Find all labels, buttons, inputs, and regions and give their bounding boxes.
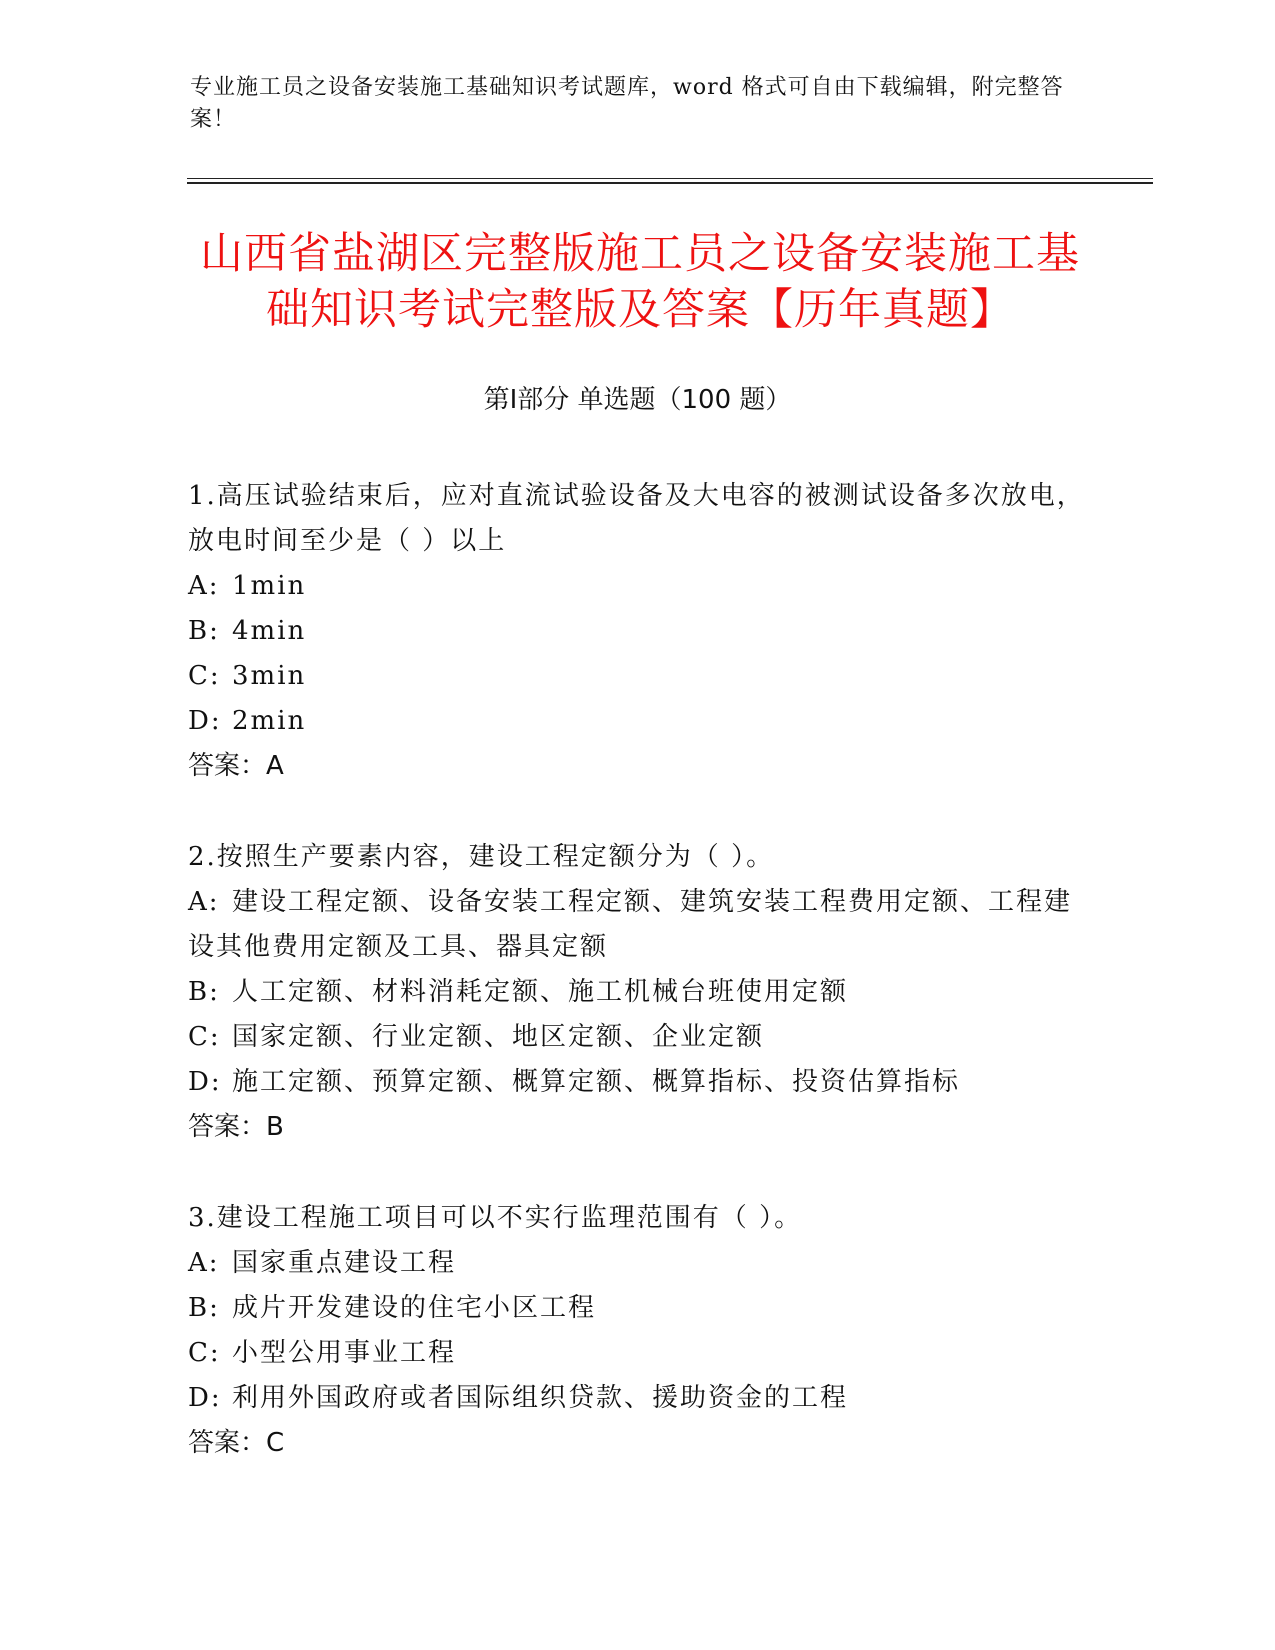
option-b xyxy=(188,609,1088,654)
option-text: 建设工程定额、设备安装工程定额、建筑安装工程费用定额、工程建设其他费用定额及工具、器具定额 xyxy=(188,887,1073,962)
option-a xyxy=(188,1241,1088,1286)
question-stem: 3.建设工程施工项目可以不实行监理范围有（ ）。 xyxy=(188,1203,803,1233)
option-letter: B: xyxy=(188,977,220,1007)
option-letter: D: xyxy=(188,1383,222,1413)
option-text: 成片开发建设的住宅小区工程 xyxy=(232,1293,597,1323)
question-3 xyxy=(188,1196,1088,1466)
option-letter: D: xyxy=(188,1067,222,1097)
option-text: 国家定额、行业定额、地区定额、企业定额 xyxy=(232,1022,765,1052)
option-d xyxy=(188,1060,1088,1105)
option-letter: A: xyxy=(188,1248,220,1278)
section-title: 第Ⅰ部分 单选题（100 题） xyxy=(483,385,792,415)
question-list xyxy=(188,474,1088,1512)
option-d xyxy=(188,699,1088,744)
header-note: 专业施工员之设备安装施工基础知识考试题库，word 格式可自由下载编辑，附完整答案！ xyxy=(190,75,1064,132)
option-d xyxy=(188,1376,1088,1421)
option-text: 4min xyxy=(232,616,307,646)
option-b xyxy=(188,1286,1088,1331)
question-stem: 1.高压试验结束后，应对直流试验设备及大电容的被测试设备多次放电，放电时间至少是（ ）以上 xyxy=(188,481,1085,556)
option-letter: A: xyxy=(188,887,220,917)
option-c xyxy=(188,1015,1088,1060)
question-1 xyxy=(188,474,1088,789)
option-letter: C: xyxy=(188,1022,221,1052)
option-letter: D: xyxy=(188,706,222,736)
option-text: 利用外国政府或者国际组织贷款、援助资金的工程 xyxy=(232,1383,849,1413)
option-text: 3min xyxy=(232,661,307,691)
option-letter: C: xyxy=(188,1338,221,1368)
option-text: 施工定额、预算定额、概算定额、概算指标、投资估算指标 xyxy=(232,1067,961,1097)
option-text: 国家重点建设工程 xyxy=(232,1248,457,1278)
option-c xyxy=(188,654,1088,699)
option-letter: C: xyxy=(188,661,221,691)
question-2 xyxy=(188,835,1088,1150)
option-text: 小型公用事业工程 xyxy=(232,1338,457,1368)
document-title: 山西省盐湖区完整版施工员之设备安装施工基础知识考试完整版及答案【历年真题】 xyxy=(200,229,1080,335)
header-divider-thin xyxy=(187,178,1153,179)
option-text: 人工定额、材料消耗定额、施工机械台班使用定额 xyxy=(232,977,849,1007)
answer-line: 答案：C xyxy=(188,1428,285,1458)
option-b xyxy=(188,970,1088,1015)
option-text: 2min xyxy=(232,706,307,736)
option-a xyxy=(188,880,1088,970)
option-letter: B: xyxy=(188,616,220,646)
answer-line: 答案：B xyxy=(188,1112,284,1142)
question-stem: 2.按照生产要素内容，建设工程定额分为（ ）。 xyxy=(188,842,775,872)
option-letter: B: xyxy=(188,1293,220,1323)
answer-line: 答案：A xyxy=(188,751,284,781)
option-letter: A: xyxy=(188,571,220,601)
option-c xyxy=(188,1331,1088,1376)
option-a xyxy=(188,564,1088,609)
header-divider-thick xyxy=(187,182,1153,184)
option-text: 1min xyxy=(232,571,307,601)
